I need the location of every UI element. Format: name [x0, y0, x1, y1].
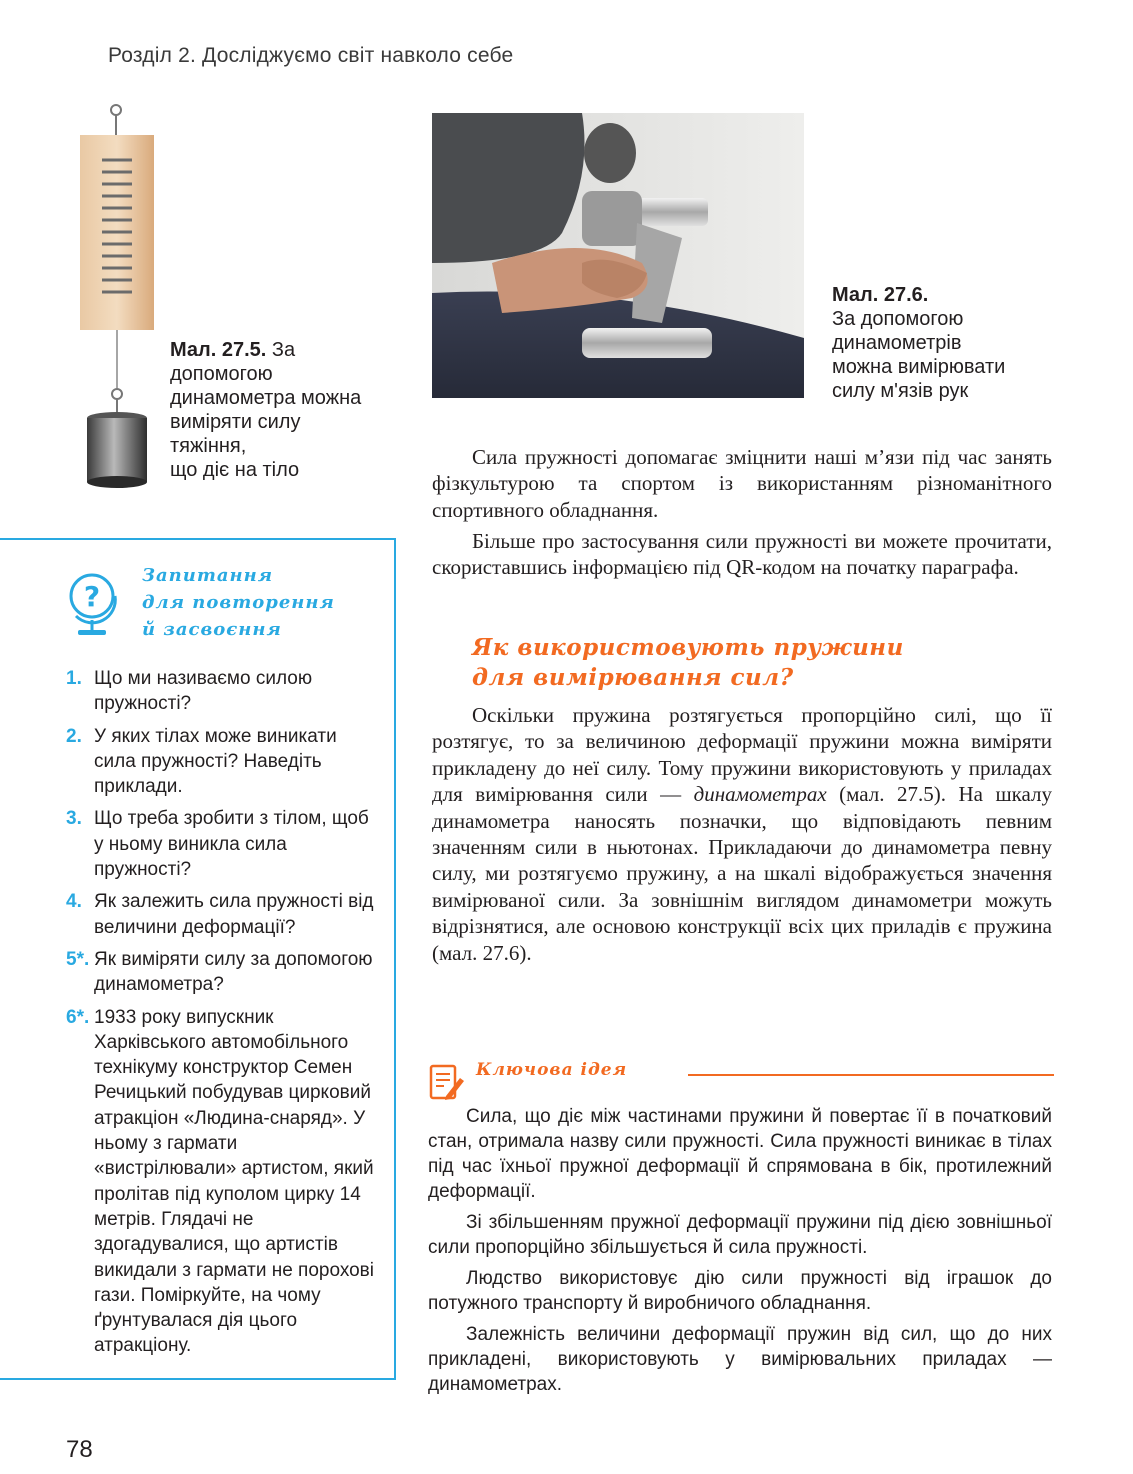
question-text: Що ми називаємо силою пружності?	[94, 668, 313, 715]
hand-dynamometer-photo	[432, 113, 804, 398]
questions-title-line: Запитання	[142, 565, 274, 586]
body-paragraph: Сила пружності допомагає зміцнити наші м’язи під час занять фізкультурою та спортом із використанням різноманітного спортивного обладнання.	[432, 445, 1052, 522]
question-text: Як виміряти силу за допомогою динамометра?	[94, 948, 373, 996]
question-number: 1.	[66, 668, 82, 689]
question-item	[66, 1005, 374, 1359]
question-item	[66, 666, 374, 717]
caption-line: динамометрів	[832, 332, 962, 354]
key-idea-paragraph: Людство використовує дію сили пружності від іграшок до потужного транспорту й виробничого обладнання.	[428, 1268, 1052, 1314]
term-italic: динамометрах	[693, 782, 827, 807]
question-number: 6*.	[66, 1006, 90, 1028]
section-title-line: Як використовують пружини	[472, 634, 904, 661]
question-number: 4.	[66, 891, 82, 913]
question-text: Що треба зробити з тілом, щоб у ньому виникла сила пружності?	[94, 808, 369, 881]
questions-title-line: для повторення	[142, 592, 335, 613]
figure-label: Мал. 27.6.	[832, 284, 929, 306]
notepad-pencil-icon	[428, 1060, 466, 1104]
paragraph-text: Оскільки пружина розтягується пропорційно силі, що її розтягує, то за величиною деформації пружини можна виміряти прикладену до неї силу. Тому пружини використовують у приладах для вимірювання сили —	[432, 703, 1052, 807]
question-text: Як залежить сила пружності від величини деформації?	[94, 891, 374, 938]
key-idea-text	[428, 1104, 1052, 1403]
question-number: 2.	[66, 725, 82, 747]
key-idea-title: Ключова ідея	[476, 1060, 628, 1080]
question-number: 5*.	[66, 948, 90, 970]
question-number: 3.	[66, 808, 82, 830]
question-text: У яких тілах може виникати сила пружності? Наведіть приклади.	[94, 725, 337, 798]
caption-line: тяжіння,	[170, 435, 247, 457]
figure-27-6-caption	[832, 283, 1062, 403]
key-idea-paragraph: Залежність величини деформації пружин від сил, що до них прикладені, використовують у вимірювальних приладах — динамометрах.	[428, 1324, 1052, 1395]
svg-text:?: ?	[83, 580, 101, 613]
question-item	[66, 806, 374, 882]
key-idea-paragraph: Сила, що діє між частинами пружини й повертає її в початковий стан, отримала назву сили пружності. Сила пружності виникає в тілах під час їхньої пружної деформації й спрямована в бік, протилежний деформації.	[428, 1106, 1052, 1202]
question-item	[66, 889, 374, 940]
body-paragraph: Більше про застосування сили пружності ви можете прочитати, скориставшись інформацією під QR-кодом на початку параграфа.	[432, 529, 1052, 580]
caption-line: допомогою	[170, 363, 273, 385]
caption-text: За	[271, 339, 296, 361]
key-idea-paragraph: Зі збільшенням пружної деформації пружини під дією зовнішньої сили пропорційно збільшується й сила пружності.	[428, 1212, 1052, 1258]
figure-27-5-caption	[170, 338, 400, 482]
page-number: 78	[66, 1436, 93, 1463]
paragraph-text: (мал. 27.5). На шкалу динамометра наносять позначки, що відповідають певним значенням сили в ньютонах. Прикладаючи до динамометра певну силу, ми розтягуємо пружину, а на шкалі відображується значення вимірюваної сили. За зовнішнім виглядом динамометри можуть відрізнятися, але основою конструкції всіх цих приладів є пружина (мал. 27.6).	[432, 782, 1052, 965]
dynamometer-illustration	[78, 100, 158, 520]
question-text: 1933 року випускник Харківського автомобільного технікуму конструктор Семен Речицький побудував цирковий атракціон «Людина-снаряд». У ньому з гармати «вистрілювали» артистом, який пролітав під куполом цирку 14 метрів. Глядачі не здогадувалися, що артистів викидали з гармати не порохові гази. Поміркуйте, на чому ґрунтувалася дія цього атракціону.	[94, 1006, 374, 1357]
question-item	[66, 947, 374, 998]
caption-line: можна вимірювати	[832, 356, 1006, 378]
chapter-header: Розділ 2. Досліджуємо світ навколо себе	[108, 44, 514, 67]
key-idea-divider	[688, 1074, 1054, 1076]
figure-27-5-label-line	[170, 339, 295, 361]
caption-line: За допомогою	[832, 308, 964, 330]
caption-line: силу м'язів рук	[832, 380, 969, 402]
section-title	[472, 633, 1032, 693]
question-globe-icon	[66, 568, 122, 640]
questions-list	[66, 666, 374, 1366]
section-title-line: для вимірювання сил?	[472, 664, 794, 691]
question-item	[66, 724, 374, 800]
figure-label: Мал. 27.5.	[170, 339, 267, 361]
caption-line: виміряти силу	[170, 411, 301, 433]
caption-line: динамометра можна	[170, 387, 362, 409]
questions-title	[142, 562, 382, 643]
body-paragraph	[432, 702, 1052, 966]
caption-line: що діє на тіло	[170, 459, 300, 481]
questions-title-line: й засвоєння	[142, 619, 282, 640]
